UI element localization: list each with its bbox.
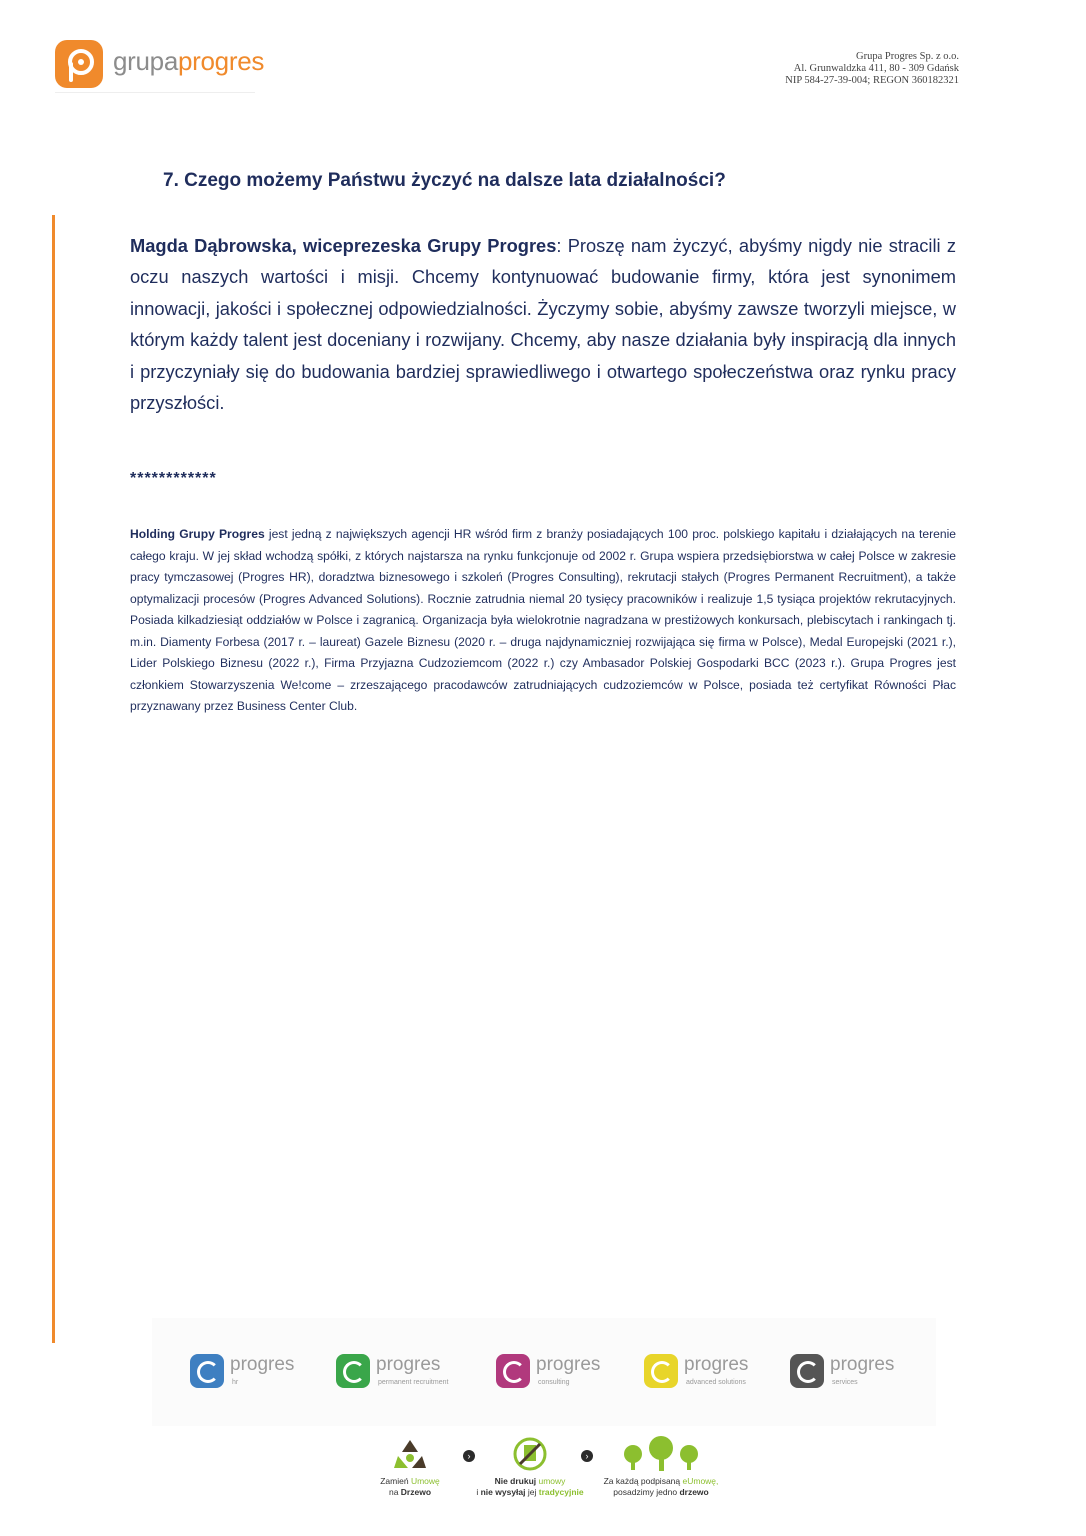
- eco-text: i: [476, 1487, 481, 1497]
- brand-sub: permanent recruitment: [378, 1379, 449, 1386]
- eco-item-plant-tree: [596, 1436, 726, 1498]
- question-heading: 7. Czego możemy Państwu życzyć na dalsze lata działalności?: [163, 170, 726, 191]
- progres-services-logo-icon: [790, 1354, 824, 1388]
- about-paragraph: [130, 524, 956, 718]
- eco-item-plant-tree-line1: [596, 1476, 726, 1487]
- eco-text: na: [388, 1487, 401, 1497]
- eco-item-swap: [360, 1436, 460, 1498]
- arrow-right-icon: ›: [581, 1450, 593, 1462]
- progres-consulting-logo-icon: [496, 1354, 530, 1388]
- eco-text-bold: Nie drukuj: [494, 1476, 539, 1486]
- company-info: [785, 51, 959, 87]
- about-lead: Holding Grupy Progres: [130, 527, 265, 541]
- eco-item-plant-tree-line2: [596, 1487, 726, 1498]
- eco-item-swap-line2: [360, 1487, 460, 1498]
- trees-icon: [619, 1436, 703, 1472]
- eco-text: Za każdą podpisaną: [603, 1476, 683, 1486]
- company-ids: NIP 584-27-39-004; REGON 360182321: [785, 75, 959, 86]
- brand-name: progres: [830, 1354, 895, 1375]
- separator: ************: [130, 470, 217, 487]
- no-print-icon: [512, 1436, 548, 1472]
- recycle-icon: [390, 1436, 430, 1472]
- left-accent-bar: [52, 215, 55, 1343]
- company-address: Al. Grunwaldzka 411, 80 - 309 Gdańsk: [793, 63, 959, 74]
- answer-speaker: Magda Dąbrowska, wiceprezeska Grupy Progres: [130, 235, 557, 256]
- grupa-progres-logo-icon: [55, 40, 103, 88]
- arrow-right-icon: ›: [463, 1450, 475, 1462]
- eco-item-no-print: [470, 1436, 590, 1498]
- eco-item-no-print-line2: [470, 1487, 590, 1498]
- eco-item-no-print-line1: [470, 1476, 590, 1487]
- company-name: Grupa Progres Sp. z o.o.: [856, 51, 959, 62]
- progres-permanent-recruitment-logo-icon: [336, 1354, 370, 1388]
- answer-text: : Proszę nam życzyć, abyśmy nigdy nie stracili z oczu naszych wartości i misji. Chcemy kontynuować budowanie firmy, która jest synonimem innowacji, jakości i społecznej odpowiedzialności. Życzymy sobie, abyśmy zawsze tworzyli miejsce, w którym każdy talent jest doceniany i rozwijany. Chcemy, aby nasze działania były inspiracją dla innych i przyczyniały się do budowania bardziej sprawiedliwego i otwartego społeczeństwa oraz rynku pracy przyszłości.: [130, 235, 956, 414]
- eco-text-green: umowy: [538, 1476, 566, 1486]
- eco-text-bold: Drzewo: [400, 1487, 432, 1497]
- eco-text-bold: nie wysyłaj: [480, 1487, 526, 1497]
- brand-sub: advanced solutions: [686, 1379, 746, 1386]
- progres-advanced-solutions-logo-icon: [644, 1354, 678, 1388]
- logo-wordmark: [113, 46, 264, 77]
- eco-text: Zamień: [380, 1476, 411, 1486]
- about-text: jest jedną z największych agencji HR wśród firm z branży posiadających 100 proc. polskiego kapitału i działających na terenie całego kraju. W jej skład wchodzą spółki, z których najstarsza na rynku funkcjonuje od 2002 r. Grupa wspiera przedsiębiorstwa w całej Polsce w zakresie pracy tymczasowej (Progres HR), doradztwa biznesowego i szkoleń (Progres Consulting), rekrutacji stałych (Progres Permanent Recruitment), a także optymalizacji procesów (Progres Advanced Solutions). Rocznie zatrudnia niemal 20 tysięcy pracowników i realizuje 1,5 tysiąca projektów rekrutacyjnych. Posiada kilkadziesiąt oddziałów w Polsce i zagranicą. Organizacja była wielokrotnie nagradzana w prestiżowych konkursach, plebiscytach i rankingach tj. m.in. Diamenty Forbesa (2017 r. – laureat) Gazele Biznesu (2020 r. – druga najdynamiczniej rozwijająca się firma w Polsce), Medal Europejski (2021 r.), Lider Polskiego Biznesu (2022 r.), Firma Przyjazna Cudzoziemcom (2022 r.) czy Ambasador Polskiej Gospodarki BCC (2023 r.). Grupa Progres jest członkiem Stowarzyszenia We!come – zrzeszającego pracodawców zatrudniających cudzoziemców w Polsce, posiada też certyfikat Równości Płac przyznawany przez Business Center Club.: [130, 527, 956, 713]
- brand-sub: consulting: [538, 1379, 570, 1386]
- logo-divider: [55, 92, 255, 93]
- brand-sub: services: [832, 1379, 858, 1386]
- eco-text-green: tradycyjnie: [538, 1487, 584, 1497]
- eco-text-green: eUmowę,: [682, 1476, 719, 1486]
- answer-paragraph: [130, 230, 956, 418]
- company-logo: [55, 40, 265, 96]
- brand-name: progres: [684, 1354, 749, 1375]
- brand-strip: [152, 1318, 936, 1426]
- logo-word-progres: progres: [178, 46, 265, 76]
- eco-text: jej: [525, 1487, 539, 1497]
- brand-name: progres: [376, 1354, 441, 1375]
- brand-name: progres: [230, 1354, 295, 1375]
- eco-text-green: Umowę: [410, 1476, 440, 1486]
- progres-hr-logo-icon: [190, 1354, 224, 1388]
- brand-sub: hr: [232, 1379, 239, 1386]
- eco-text-bold: drzewo: [679, 1487, 709, 1497]
- eco-text: posadzimy jedno: [613, 1487, 680, 1497]
- eco-item-swap-line1: [360, 1476, 460, 1487]
- logo-word-grupa: grupa: [113, 46, 178, 76]
- brand-name: progres: [536, 1354, 601, 1375]
